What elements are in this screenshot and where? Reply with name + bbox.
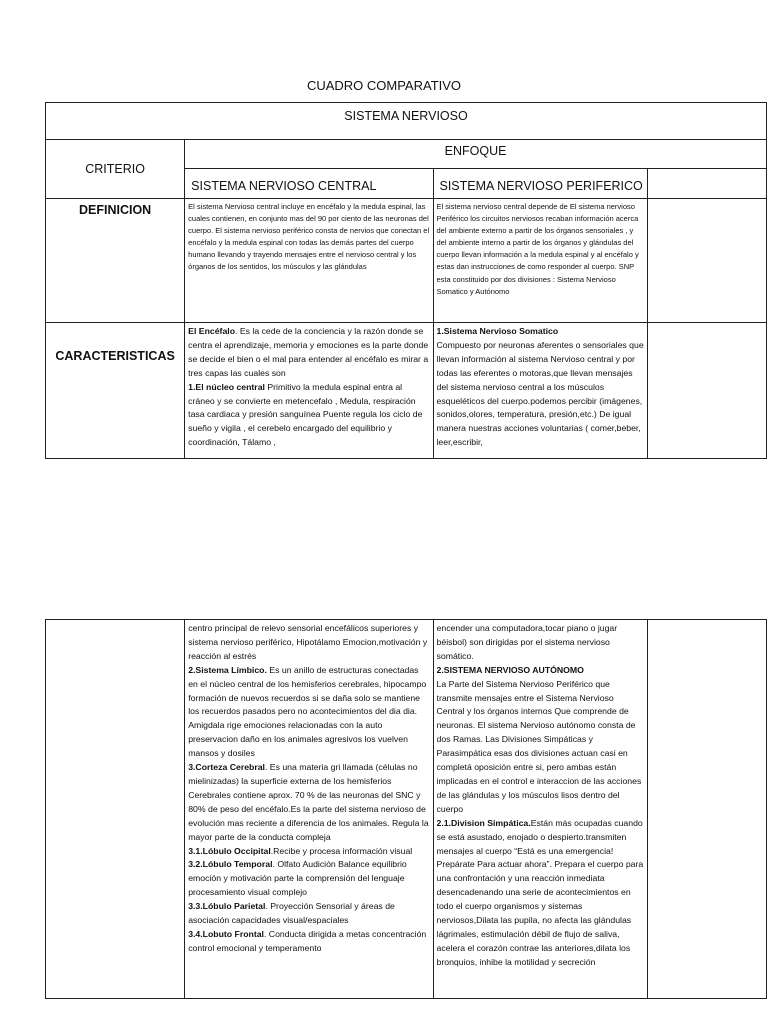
periferico-column-header: SISTEMA NERVIOSO PERIFERICO bbox=[433, 169, 647, 199]
paragraph-heading: 1.Sistema Nervioso Somatico bbox=[436, 326, 559, 336]
paragraph bbox=[188, 928, 429, 956]
paragraph bbox=[437, 325, 644, 339]
system-header: SISTEMA NERVIOSO bbox=[46, 103, 767, 140]
paragraph-text: . Es la cede de la conciencia y la razón donde se centra el aprendizaje, memoria y emociones es la parte donde se decide el bien o el mal para entender al encéfalo es mirar a tres capas las cuales son bbox=[188, 326, 429, 378]
paragraph-text: Están más ocupadas cuando se está asustado, enojado o despierto.transmiten mensajes al cuerpo “Está es una emergencia! Prepárate Para actuar ahora”. Prepara el cuerpo para una confrontación y una reacción inmediata desencadenando una serie de acontecimientos en todo el cuerpo organismos y sistemas nerviosos,Dilata las pupila, no afecta las glándulas lágrimales, estimulación débil de flujo de saliva, acelera el corazón contrae las anteriores,dilata los bronquios, inhibe la motilidad y secreción bbox=[436, 817, 644, 967]
paragraph bbox=[188, 858, 429, 900]
para-list bbox=[437, 622, 644, 996]
definicion-label: DEFINICION bbox=[46, 199, 185, 323]
paragraph-text: centro principal de relevo sensorial encefálicos superiores y sistema nervioso periférico, Hipotálamo Emocion,motivación y reacción al estrés bbox=[188, 623, 428, 661]
empty-column-header bbox=[647, 169, 766, 199]
para-list bbox=[437, 325, 644, 457]
paragraph-heading: 2.Sistema Límbico. bbox=[188, 664, 267, 675]
comparison-table-continued bbox=[45, 619, 767, 999]
paragraph-heading: El Encéfalo bbox=[188, 326, 236, 336]
paragraph bbox=[437, 817, 644, 970]
paragraph bbox=[437, 664, 644, 678]
paragraph-text: Primitivo la medula espinal entra al cráneo y se convierte en metencefalo , Medula, respiración tasa cardiaca y presión sanguínea Puente regula los ciclo de sueño y vigila , el cerebelo encargado del equilibrio y coordinación, Tálamo , bbox=[188, 381, 423, 448]
paragraph-text: Es un anillo de estructuras conectadas en el núcleo central de los hemisferios cerebrales, hipocampo formación de nuevos recuerdos si se daña solo se mantiene los recuerdos pasados pero no acontecimientos del dia dia. Amigdala rige emociones relacionadas con la auto preservacion daño en los animales agresivos los vuelven mansos y dosiles bbox=[188, 664, 427, 759]
paragraph-heading: 2.1.Division Simpática. bbox=[436, 817, 531, 828]
paragraph-heading: 1.El núcleo central bbox=[188, 381, 265, 392]
continuation-central-cell bbox=[185, 620, 433, 999]
caracteristicas-central-cell bbox=[185, 323, 433, 459]
caracteristicas-empty-cell bbox=[647, 323, 766, 459]
paragraph-heading: 2.SISTEMA NERVIOSO AUTÓNOMO bbox=[436, 664, 584, 675]
para-list bbox=[188, 622, 429, 996]
para-list bbox=[188, 325, 429, 457]
paragraph bbox=[188, 845, 429, 859]
paragraph-text: Compuesto por neuronas aferentes o sensoriales que llevan información al sistema Nervioso central y por todas las eferentes o motoras,que llevan mensajes del sistema nervioso central a los músculos esqueléticos del cuerpo.podemos percibir (imágenes, sonidos,olores, temperatura, presión,etc.) De igual manera nuestras acciones voluntarias ( comer,beber, leer,escribir, bbox=[436, 339, 644, 448]
paragraph-heading: 3.2.Lóbulo Temporal bbox=[188, 859, 273, 870]
paragraph bbox=[437, 339, 644, 450]
paragraph-heading: 3.3.Lóbulo Parietal bbox=[188, 901, 266, 912]
comparison-table bbox=[45, 102, 767, 459]
continuation-empty-cell bbox=[647, 620, 766, 999]
paragraph bbox=[188, 900, 429, 928]
paragraph bbox=[188, 381, 429, 451]
document-title: CUADRO COMPARATIVO bbox=[306, 78, 462, 93]
caracteristicas-periferico-cell bbox=[433, 323, 647, 459]
criterio-header: CRITERIO bbox=[46, 140, 185, 199]
paragraph bbox=[188, 622, 429, 664]
central-column-header: SISTEMA NERVIOSO CENTRAL bbox=[185, 169, 433, 199]
definicion-periferico-cell: El sistema nervioso central depende de El sistema nervioso Periférico los circuitos nerviosos recaban información acerca del ambiente externo a partir de los órganos sensoriales , y del ambiente interno a partir de los órganos y glándulas del cuerpo llevan información a la medula espinal y al encéfalo y estas dan instrucciones de como responder al cuerpo. SNP esta constituido por dos divisiones : Sistema Nervioso Somatico y Autónomo bbox=[433, 199, 647, 323]
paragraph bbox=[188, 664, 429, 761]
paragraph-text: . Proyección Sensorial y áreas de asociación capacidades visual/espaciales bbox=[188, 901, 395, 926]
continuation-periferico-cell bbox=[433, 620, 647, 999]
definicion-central-cell: El sistema Nervioso central incluye en encéfalo y la medula espinal, las cuales contienen, en conjunto mas del 90 por ciento de las neuronas del cuerpo. El sistema nervioso periférico consta de nervios que conectan el encéfalo y la medula espinal con todas las demás partes del cuerpo humano llevando y trayendo mensajes entre el nervioso central y los órganos de los sentidos, los músculos y las glándulas bbox=[185, 199, 433, 323]
paragraph-text: .Recibe y procesa información visual bbox=[270, 845, 413, 856]
paragraph-heading: 3.Corteza Cerebral bbox=[188, 762, 265, 773]
definicion-empty-cell bbox=[647, 199, 766, 323]
paragraph-text: . Conducta dirigida a metas concentración control emocional y temperamento bbox=[188, 928, 427, 953]
paragraph-text: La Parte del Sistema Nervioso Periférico que transmite mensajes entre el Sistema Nervioso Central y los órganos internos Que comprende de neuronas. El sistema Nervioso autónomo consta de dos Ramas. Las Divisiones Simpáticas y Parasimpática esas dos divisiones actuan casi en completá oposición entre si, pero ambas están implicadas en el control e interaccion de las acciones de las glándulas y los músculos lisos dentro del cuerpo bbox=[436, 678, 642, 814]
continuation-criterio-cell bbox=[46, 620, 185, 999]
paragraph-heading: 3.4.Lobuto Frontal bbox=[188, 928, 264, 939]
paragraph bbox=[437, 622, 644, 664]
paragraph-text: . Es una materia gri llamada (células no mielinizadas) la superficie externa de los hemisferios Cerebrales contiene aprox. 70 % de las neuronas del SNC y 80% de peso del encéfalo.Es la parte del sistema nervioso de evolución mas reciente a diferencia de los animales. Regula la mayor parte de la conducta compleja bbox=[188, 762, 429, 842]
paragraph bbox=[188, 325, 429, 381]
paragraph bbox=[188, 761, 429, 844]
paragraph-text: . Olfato Audición Balance equilibrio emoción y motivación parte la comprensión del lenguaje procesamiento visual complejo bbox=[188, 859, 407, 898]
paragraph-text: encender una computadora,tocar piano o jugar béisbol) son dirigidas por el sistema nervioso somático. bbox=[436, 623, 618, 661]
paragraph bbox=[437, 678, 644, 817]
enfoque-header: ENFOQUE bbox=[185, 140, 767, 169]
paragraph-heading: 3.1.Lóbulo Occipital bbox=[188, 845, 271, 856]
caracteristicas-label: CARACTERISTICAS bbox=[46, 323, 185, 459]
